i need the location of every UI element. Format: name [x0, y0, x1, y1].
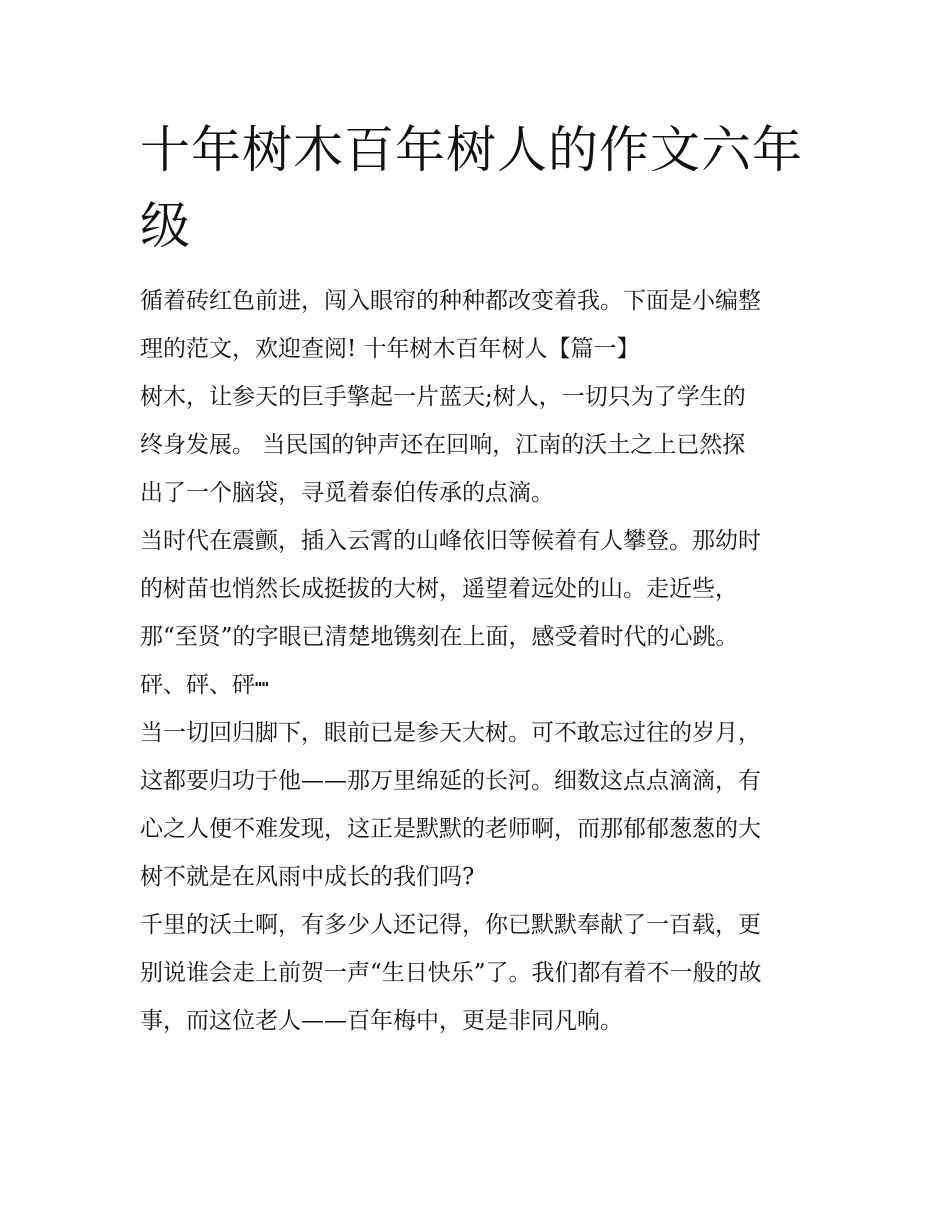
text-line: 的树苗也悄然长成挺拔的大树，遥望着远处的山。走近些，: [140, 576, 738, 602]
text-line: 千里的沃土啊，有多少人还记得，你已默默奉献了一百载，更: [140, 912, 761, 938]
paragraph: [140, 901, 820, 1045]
paragraph: [140, 373, 820, 517]
text-line: 心之人便不难发现，这正是默默的老师啊，而那郁郁葱葱的大: [140, 816, 761, 842]
title-line: 级: [140, 197, 191, 255]
paragraph: [140, 661, 820, 709]
text-line: 这都要归功于他——那万里绵延的长河。细数这点点滴滴，有: [140, 768, 761, 794]
text-line: 出了一个脑袋，寻觅着泰伯传承的点滴。: [140, 480, 554, 506]
text-line: 当时代在震颤，插入云霄的山峰依旧等候着有人攀登。那幼时: [140, 528, 761, 554]
text-line: 当一切回归脚下，眼前已是参天大树。可不敢忘过往的岁月，: [140, 720, 761, 746]
document-body: [140, 277, 820, 1045]
text-line: 理的范文，欢迎查阅! 十年树木百年树人【篇一】: [140, 336, 640, 362]
text-line: 树木，让参天的巨手擎起一片蓝天;树人，一切只为了学生的: [140, 384, 746, 410]
title-line: 十年树木百年树人的作文六年: [140, 121, 803, 179]
text-line: 终身发展。 当民国的钟声还在回响，江南的沃土之上已然探: [140, 432, 746, 458]
paragraph: [140, 277, 820, 373]
text-line: 砰、砰、砰┉: [140, 672, 269, 698]
text-line: 别说谁会走上前贺一声“生日快乐”了。我们都有着不一般的故: [140, 960, 762, 986]
paragraph: [140, 517, 820, 661]
document-title: [140, 112, 820, 264]
text-line: 那“至贤”的字眼已清楚地镌刻在上面，感受着时代的心跳。: [140, 624, 739, 650]
text-line: 循着砖红色前进，闯入眼帘的种种都改变着我。下面是小编整: [140, 288, 761, 314]
paragraph: [140, 709, 820, 901]
text-line: 树不就是在风雨中成长的我们吗?: [140, 864, 475, 890]
text-line: 事，而这位老人——百年梅中，更是非同凡响。: [140, 1008, 623, 1034]
